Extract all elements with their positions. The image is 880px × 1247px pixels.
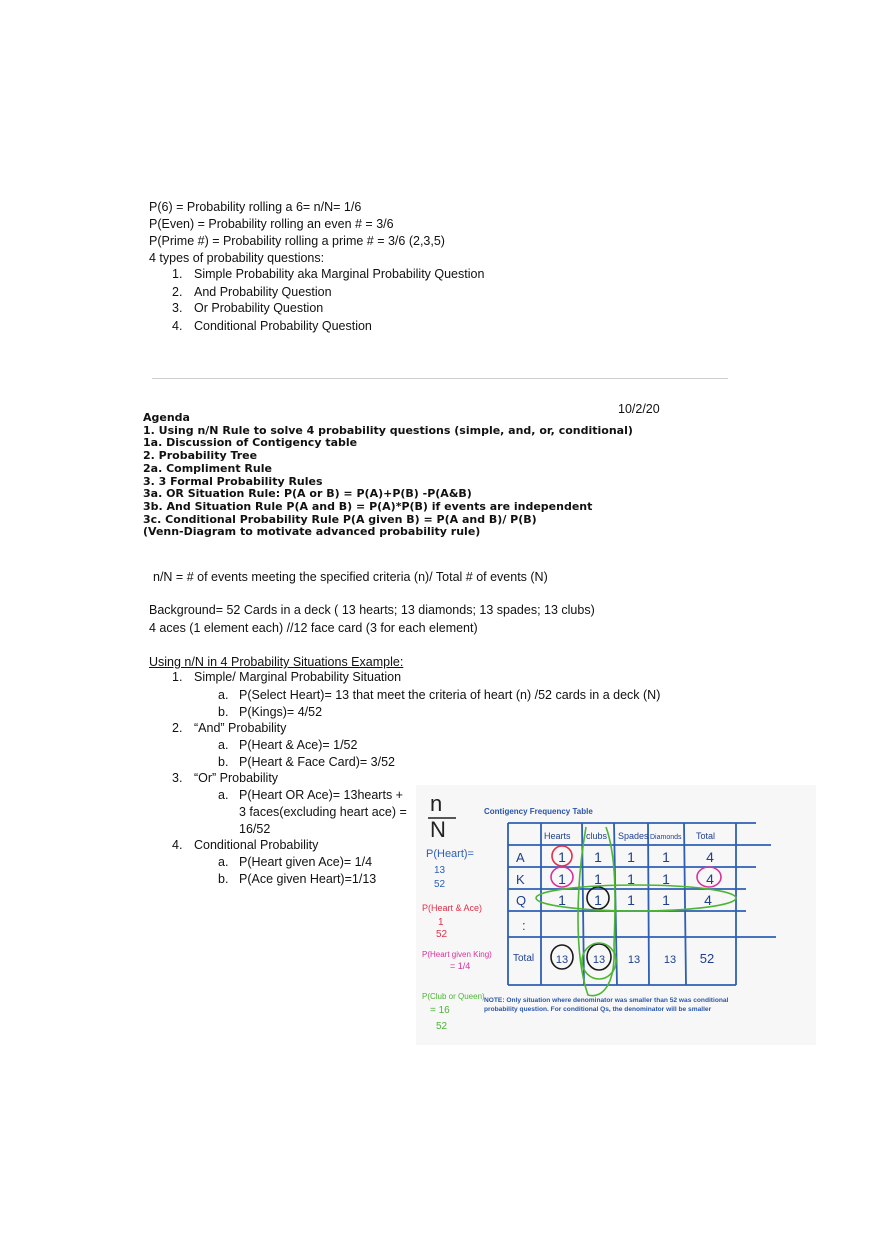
cell: 1 — [558, 892, 566, 908]
sub-item: P(Ace given Heart)=1/13 — [239, 872, 377, 886]
sub-item-cont: 3 faces(excluding heart ace) = — [239, 805, 407, 819]
header-diamonds: Diamonds — [650, 834, 682, 841]
cell: 1 — [627, 849, 635, 865]
situation-title: “And” Probability — [194, 721, 287, 735]
situation-title: “Or” Probability — [194, 771, 279, 785]
cell: 13 — [663, 954, 677, 966]
agenda-item: (Venn-Diagram to motivate advanced probability rule) — [143, 525, 481, 539]
note-club-or-queen-num: = 16 — [430, 1005, 450, 1016]
agenda-item: 3c. Conditional Probability Rule P(A given B) = P(A and B)/ P(B) — [143, 512, 537, 526]
header-spades: Spades — [618, 831, 649, 841]
note-club-or-queen: P(Club or Queen) — [422, 992, 485, 1001]
cell: 1 — [627, 871, 635, 887]
sub-item: P(Kings)= 4/52 — [239, 705, 323, 719]
type-item: And Probability Question — [194, 285, 332, 299]
type-num: 3. — [172, 301, 183, 315]
cell: 1 — [662, 892, 670, 908]
header-hearts: Hearts — [544, 831, 571, 841]
sub-item: P(Heart given Ace)= 1/4 — [239, 855, 373, 869]
agenda-item: 1. Using n/N Rule to solve 4 probability questions (simple, and, or, conditional) — [143, 423, 633, 437]
situation-num: 1. — [172, 670, 183, 684]
figure-title: Contigency Frequency Table — [484, 807, 593, 816]
type-num: 1. — [172, 267, 183, 281]
note-p-heart: P(Heart)= — [426, 848, 474, 860]
sub-num: a. — [218, 855, 229, 869]
header-clubs: clubs — [586, 831, 608, 841]
sub-num: b. — [218, 705, 229, 719]
sub-num: a. — [218, 688, 229, 702]
situation-title: Simple/ Marginal Probability Situation — [194, 670, 402, 684]
background-line-1: Background= 52 Cards in a deck ( 13 hearts; 13 diamonds; 13 spades; 13 clubs) — [149, 603, 595, 617]
horizontal-rule — [152, 378, 728, 379]
agenda-item: 3. 3 Formal Probability Rules — [143, 474, 323, 488]
figure-note-line-2: probability question. For conditional Qs, the denominator will be smaller — [484, 1006, 712, 1013]
agenda-item: 3a. OR Situation Rule: P(A or B) = P(A)+P(B) -P(A&B) — [143, 487, 472, 501]
type-item: Or Probability Question — [194, 301, 324, 315]
row-label-king: K — [516, 872, 525, 887]
note-heart-ace-num: 1 — [438, 917, 444, 928]
cell: 13 — [592, 954, 606, 966]
row-label-ace: A — [516, 850, 525, 865]
nN-definition: n/N = # of events meeting the specified criteria (n)/ Total # of events (N) — [153, 570, 548, 584]
N-symbol: N — [430, 817, 446, 842]
cell: 1 — [594, 871, 602, 887]
cell: 1 — [627, 892, 635, 908]
note-club-or-queen-den: 52 — [436, 1021, 448, 1032]
note-heart-given-king-frac: = 1/4 — [450, 961, 471, 971]
agenda-item: 1a. Discussion of Contigency table — [143, 436, 358, 450]
type-item: Simple Probability aka Marginal Probability Question — [194, 267, 485, 281]
agenda-title: Agenda — [143, 411, 190, 424]
row-label-queen: Q — [516, 893, 527, 908]
situation-num: 4. — [172, 838, 183, 852]
situation-title: Conditional Probability — [194, 838, 319, 852]
sub-num: a. — [218, 788, 229, 802]
types-heading: 4 types of probability questions: — [149, 251, 325, 265]
sub-item: P(Heart OR Ace)= 13hearts + — [239, 788, 403, 802]
background-line-2: 4 aces (1 element each) //12 face card (3 for each element) — [149, 621, 478, 635]
sub-item: P(Heart & Ace)= 1/52 — [239, 738, 358, 752]
type-item: Conditional Probability Question — [194, 319, 372, 333]
cell: 1 — [594, 892, 602, 908]
type-num: 4. — [172, 319, 183, 333]
cell: 4 — [704, 892, 712, 908]
n-symbol: n — [430, 791, 443, 816]
cell: 1 — [662, 849, 670, 865]
cell: 13 — [555, 954, 569, 966]
row-label-total: Total — [513, 953, 535, 964]
agenda-block — [143, 412, 633, 539]
dice-line-3: P(Prime #) = Probability rolling a prime # = 3/6 (2,3,5) — [149, 234, 445, 248]
agenda-item: 3b. And Situation Rule P(A and B) = P(A)*P(B) if events are independent — [143, 499, 593, 513]
sub-item-cont: 16/52 — [239, 822, 271, 836]
row-label-dots: : — [522, 918, 526, 933]
note-p-heart-den: 52 — [434, 879, 446, 890]
sub-num: b. — [218, 755, 229, 769]
cell: 52 — [699, 951, 715, 966]
agenda-item: 2a. Compliment Rule — [143, 461, 272, 475]
note-heart-ace: P(Heart & Ace) — [422, 903, 483, 913]
cell: 1 — [558, 849, 566, 865]
sub-item: P(Select Heart)= 13 that meet the criteria of heart (n) /52 cards in a deck (N) — [239, 688, 661, 702]
note-heart-ace-den: 52 — [436, 929, 448, 940]
cell: 1 — [662, 871, 670, 887]
example-heading: Using n/N in 4 Probability Situations Example: — [149, 655, 404, 669]
cell: 4 — [706, 871, 714, 887]
sub-num: b. — [218, 872, 229, 886]
agenda-item: 2. Probability Tree — [143, 449, 258, 463]
cell: 4 — [706, 849, 714, 865]
sub-num: a. — [218, 738, 229, 752]
note-heart-given-king: P(Heart given King) — [422, 950, 492, 959]
header-total: Total — [696, 831, 716, 841]
contingency-table-figure — [416, 785, 816, 1045]
cell: 13 — [627, 954, 641, 966]
type-num: 2. — [172, 285, 183, 299]
dice-line-2: P(Even) = Probability rolling an even # = 3/6 — [149, 217, 394, 231]
sub-item: P(Heart & Face Card)= 3/52 — [239, 755, 395, 769]
note-p-heart-num: 13 — [434, 865, 446, 876]
cell: 1 — [594, 849, 602, 865]
figure-note-line-1: NOTE: Only situation where denominator was smaller than 52 was conditional — [484, 997, 729, 1004]
dice-line-1: P(6) = Probability rolling a 6= n/N= 1/6 — [149, 200, 362, 214]
date: 10/2/20 — [618, 402, 660, 416]
situation-num: 2. — [172, 721, 183, 735]
cell: 1 — [558, 871, 566, 887]
situation-num: 3. — [172, 771, 183, 785]
